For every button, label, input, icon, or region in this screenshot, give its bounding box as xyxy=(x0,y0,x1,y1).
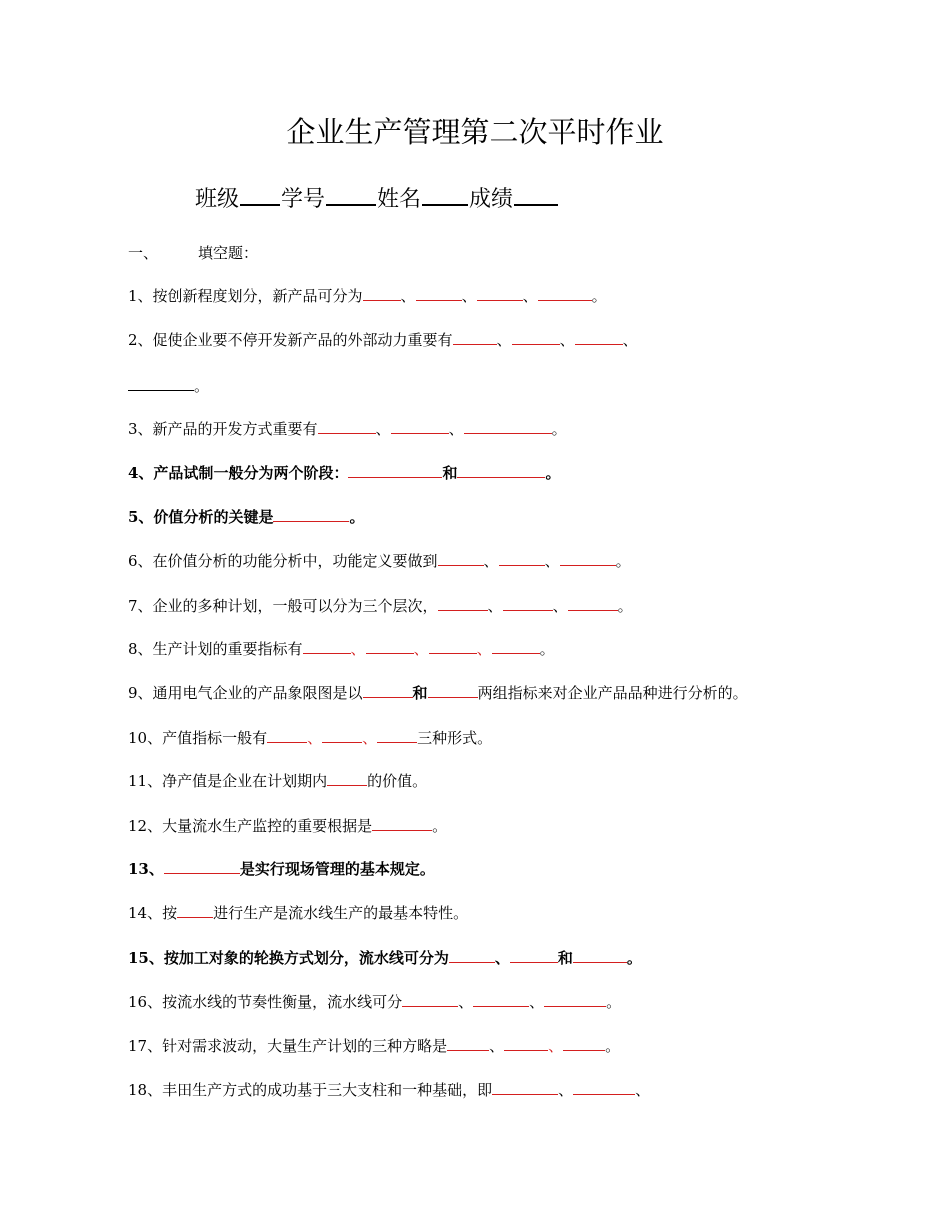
answer-blank[interactable] xyxy=(273,520,349,522)
separator: 、 xyxy=(544,552,560,570)
separator: 进行生产是流水线生产的最基本特性。 xyxy=(213,904,469,922)
answer-blank[interactable] xyxy=(512,343,560,345)
question-2-continuation xyxy=(128,374,209,398)
separator: 、 xyxy=(476,640,492,658)
answer-blank[interactable] xyxy=(372,829,432,831)
separator: 、 xyxy=(483,552,499,570)
separator: 。 xyxy=(432,817,448,835)
separator: 、 xyxy=(375,420,391,438)
answer-blank[interactable] xyxy=(363,696,413,698)
answer-blank[interactable] xyxy=(128,389,194,391)
separator: 、 xyxy=(635,1081,651,1099)
separator: 。 xyxy=(194,377,210,395)
answer-blank[interactable] xyxy=(177,916,213,918)
answer-blank[interactable] xyxy=(504,1049,548,1051)
question-9 xyxy=(128,681,748,705)
answer-blank[interactable] xyxy=(492,652,540,654)
question-16 xyxy=(128,990,621,1014)
page-title: 企业生产管理第二次平时作业 xyxy=(286,115,664,149)
question-text: 13、 xyxy=(128,860,164,878)
answer-blank[interactable] xyxy=(453,343,497,345)
separator: 、 xyxy=(362,729,378,747)
question-17 xyxy=(128,1034,620,1058)
separator: 、 xyxy=(548,1037,564,1055)
question-text: 4、产品试制一般分为两个阶段： xyxy=(128,464,349,482)
separator: 、 xyxy=(487,597,503,615)
answer-blank[interactable] xyxy=(449,961,495,963)
question-text: 12、大量流水生产监控的重要根据是 xyxy=(128,817,373,835)
question-text: 11、净产值是企业在计划期内 xyxy=(128,772,328,790)
separator: 。 xyxy=(539,640,555,658)
answer-blank[interactable] xyxy=(544,1005,606,1007)
question-text: 17、针对需求波动，大量生产计划的三种方略是 xyxy=(128,1037,448,1055)
answer-blank[interactable] xyxy=(416,299,462,301)
question-14 xyxy=(128,901,468,925)
answer-blank[interactable] xyxy=(492,1093,558,1095)
question-5 xyxy=(128,505,364,529)
separator: 。 xyxy=(349,508,365,526)
question-4 xyxy=(128,461,560,485)
answer-blank[interactable] xyxy=(473,1005,529,1007)
question-text: 7、企业的多种计划，一般可以分为三个层次， xyxy=(128,597,438,615)
name-label: 姓名 xyxy=(377,187,422,212)
separator: 、 xyxy=(400,287,416,305)
answer-blank[interactable] xyxy=(464,432,552,434)
question-13 xyxy=(128,857,435,881)
class-blank[interactable] xyxy=(240,203,280,206)
answer-blank[interactable] xyxy=(348,476,442,478)
question-10 xyxy=(128,726,492,750)
separator: 、 xyxy=(350,640,366,658)
separator: 、 xyxy=(558,1081,574,1099)
question-text: 3、新产品的开发方式重要有 xyxy=(128,420,318,438)
question-text: 10、产值指标一般有 xyxy=(128,729,268,747)
answer-blank[interactable] xyxy=(573,961,627,963)
question-text: 1、按创新程度划分，新产品可分为 xyxy=(128,287,363,305)
question-8 xyxy=(128,637,555,661)
separator: 。 xyxy=(545,464,561,482)
question-15 xyxy=(128,946,642,970)
section-number: 一、 xyxy=(128,244,159,262)
question-text: 16、按流水线的节奏性衡量，流水线可分 xyxy=(128,993,403,1011)
separator: 。 xyxy=(551,420,567,438)
answer-blank[interactable] xyxy=(575,343,623,345)
separator: 。 xyxy=(626,949,642,967)
answer-blank[interactable] xyxy=(267,741,307,743)
answer-blank[interactable] xyxy=(428,696,478,698)
separator: 、 xyxy=(529,993,545,1011)
answer-blank[interactable] xyxy=(438,609,488,611)
separator: 、 xyxy=(307,729,323,747)
separator: 。 xyxy=(615,552,631,570)
separator: 、 xyxy=(413,640,429,658)
answer-blank[interactable] xyxy=(164,872,240,874)
separator: 。 xyxy=(605,1037,621,1055)
answer-blank[interactable] xyxy=(560,564,616,566)
separator: 、 xyxy=(461,287,477,305)
answer-blank[interactable] xyxy=(499,564,545,566)
question-text: 18、丰田生产方式的成功基于三大支柱和一种基础，即 xyxy=(128,1081,493,1099)
answer-blank[interactable] xyxy=(402,1005,458,1007)
score-label: 成绩 xyxy=(469,187,514,212)
separator: 两组指标来对企业产品品种进行分析的。 xyxy=(477,684,748,702)
question-12 xyxy=(128,814,447,838)
answer-blank[interactable] xyxy=(366,652,414,654)
question-text: 5、价值分析的关键是 xyxy=(128,508,274,526)
answer-blank[interactable] xyxy=(377,741,417,743)
answer-blank[interactable] xyxy=(318,432,376,434)
separator: 和 xyxy=(442,464,458,482)
answer-blank[interactable] xyxy=(477,299,523,301)
question-7 xyxy=(128,594,633,618)
separator: 、 xyxy=(559,331,575,349)
question-3 xyxy=(128,417,567,441)
student-id-label: 学号 xyxy=(281,187,326,212)
section-label: 填空题： xyxy=(198,244,259,262)
question-text: 8、生产计划的重要指标有 xyxy=(128,640,303,658)
answer-blank[interactable] xyxy=(438,564,484,566)
question-11 xyxy=(128,769,427,793)
student-id-blank[interactable] xyxy=(326,203,376,206)
question-text: 9、通用电气企业的产品象限图是以 xyxy=(128,684,363,702)
question-1 xyxy=(128,284,607,308)
question-text: 15、按加工对象的轮换方式划分，流水线可分为 xyxy=(128,949,449,967)
separator: 。 xyxy=(606,993,622,1011)
answer-blank[interactable] xyxy=(563,1049,605,1051)
separator: 、 xyxy=(448,420,464,438)
answer-blank[interactable] xyxy=(303,652,351,654)
separator: 、 xyxy=(552,597,568,615)
answer-blank[interactable] xyxy=(322,741,362,743)
separator: 的价值。 xyxy=(367,772,428,790)
student-info-header xyxy=(195,184,559,216)
name-blank[interactable] xyxy=(422,203,468,206)
answer-blank[interactable] xyxy=(429,652,477,654)
answer-blank[interactable] xyxy=(327,784,367,786)
answer-blank[interactable] xyxy=(363,299,401,301)
answer-blank[interactable] xyxy=(538,299,592,301)
answer-blank[interactable] xyxy=(447,1049,489,1051)
answer-blank[interactable] xyxy=(503,609,553,611)
separator: 、 xyxy=(458,993,474,1011)
separator: 。 xyxy=(617,597,633,615)
separator: 三种形式。 xyxy=(417,729,493,747)
section-heading xyxy=(128,241,258,265)
answer-blank[interactable] xyxy=(457,476,545,478)
answer-blank[interactable] xyxy=(510,961,558,963)
separator: 和 xyxy=(412,684,428,702)
separator: 、 xyxy=(489,1037,505,1055)
question-18 xyxy=(128,1078,650,1102)
question-6 xyxy=(128,549,631,573)
separator: 、 xyxy=(496,331,512,349)
question-text: 14、按 xyxy=(128,904,178,922)
answer-blank[interactable] xyxy=(391,432,449,434)
question-2 xyxy=(128,328,638,352)
separator: 是实行现场管理的基本规定。 xyxy=(239,860,435,878)
separator: 、 xyxy=(622,331,638,349)
question-text: 6、在价值分析的功能分析中，功能定义要做到 xyxy=(128,552,438,570)
score-blank[interactable] xyxy=(514,203,558,206)
separator: 和 xyxy=(557,949,573,967)
class-label: 班级 xyxy=(195,187,240,212)
separator: 。 xyxy=(591,287,607,305)
answer-blank[interactable] xyxy=(573,1093,635,1095)
separator: 、 xyxy=(494,949,510,967)
separator: 、 xyxy=(522,287,538,305)
answer-blank[interactable] xyxy=(568,609,618,611)
question-text: 2、促使企业要不停开发新产品的外部动力重要有 xyxy=(128,331,453,349)
